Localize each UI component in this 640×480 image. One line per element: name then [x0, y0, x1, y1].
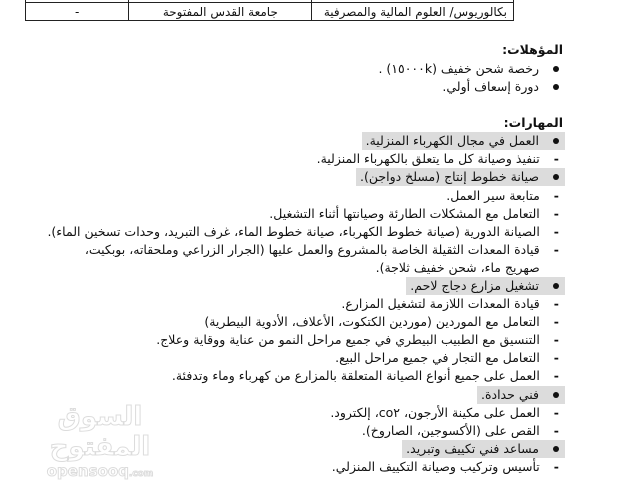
list-item [330, 404, 565, 422]
list-item [332, 458, 565, 476]
watermark-arabic: السوق المفتوح [49, 402, 151, 462]
list-item [362, 422, 565, 440]
dash-icon: - [553, 188, 559, 203]
bullet-icon [553, 283, 559, 289]
skill-group-title-text: فني حدادة. [481, 387, 539, 402]
dash-icon: - [553, 296, 559, 311]
skill-group-title-text: مساعد فني تكييف وتبريد. [406, 441, 539, 456]
list-item-text: الصيانة الدورية (صيانة خطوط الكهرباء، صيانة خطوط الماء، غرف التبريد، وحدات تسخين الماء). [47, 224, 540, 239]
list-item-text: دورة إسعاف أولي. [442, 79, 539, 94]
watermark-latin [20, 462, 180, 480]
degree-cell: بكالوريوس/ العلوم المالية والمصرفية [312, 3, 514, 21]
dash-icon: - [553, 332, 559, 347]
grade-cell: - [26, 3, 129, 21]
list-item [341, 295, 565, 313]
skill-group-title [402, 440, 565, 458]
table-row [26, 3, 514, 21]
skill-group-title [406, 277, 565, 295]
skills-heading: المهارات: [503, 115, 563, 130]
opensooq-watermark [20, 402, 180, 480]
list-item [204, 313, 565, 331]
bullet-icon [553, 138, 559, 144]
bullet-icon [553, 392, 559, 398]
list-item-text: تأسيس وتركيب وصيانة التكييف المنزلي. [331, 459, 540, 474]
dash-icon: - [553, 423, 559, 438]
skill-group-title [356, 168, 565, 186]
list-item [378, 60, 565, 78]
list-item [335, 349, 565, 367]
dash-icon: - [553, 459, 559, 474]
list-item [442, 78, 565, 96]
qualifications-heading: المؤهلات: [502, 42, 563, 57]
list-item [317, 150, 565, 168]
skill-group-title [477, 386, 565, 404]
bullet-icon [553, 174, 559, 180]
dash-icon: - [553, 314, 559, 329]
dash-icon: - [553, 242, 559, 257]
list-item-text: تنفيذ وصيانة كل ما يتعلق بالكهرباء المنزلية. [316, 151, 540, 166]
watermark-latin-text: opensooq [46, 462, 129, 480]
list-item-text: العمل على مكينة الأرجون، co٢، إلكترود. [330, 405, 540, 420]
list-item-text: متابعة سير العمل. [446, 188, 540, 203]
list-item-text: التعامل مع الموردين (موردين الكتكوت، الأعلاف، الأدوية البيطرية) [204, 314, 540, 329]
bullet-icon [553, 446, 559, 452]
skill-group-title-text: صيانة خطوط إنتاج (مسلخ دواجن). [360, 169, 539, 184]
watermark-suffix: .com [128, 469, 154, 479]
list-item-text: التنسيق مع الطبيب البيطري في جميع مراحل النمو من عناية ووقاية وعلاج. [156, 332, 540, 347]
education-table [25, 0, 514, 21]
list-item [47, 223, 565, 241]
list-item-text: قيادة المعدات الثقيلة الخاصة بالمشروع والعمل عليها (الجرار الزراعي وملحقاته، بوبكيت، صهريج ماء، شحن خفيف ثلاجة). [84, 242, 540, 275]
institution-cell: جامعة القدس المفتوحة [129, 3, 312, 21]
list-item-text: رخصة شحن خفيف (١٥٠٠٠k) . [378, 61, 539, 76]
list-item [80, 241, 565, 277]
list-item-text: قيادة المعدات اللازمة لتشغيل المزارع. [341, 296, 540, 311]
dash-icon: - [553, 224, 559, 239]
dash-icon: - [553, 151, 559, 166]
list-item [172, 367, 565, 385]
list-item-text: التعامل مع المشكلات الطارئة وصيانتها أثناء التشغيل. [269, 206, 540, 221]
list-item-text: القص على (الأكسوجين، الصاروخ). [361, 423, 540, 438]
dash-icon: - [553, 350, 559, 365]
skill-group-title [362, 132, 565, 150]
list-item-text: التعامل مع التجار في جميع مراحل البيع. [335, 350, 540, 365]
dash-icon: - [553, 206, 559, 221]
list-item-text: العمل على جميع أنواع الصيانة المتعلقة بالمزارع من كهرباء وماء وتدفئة. [171, 368, 540, 383]
bullet-icon [553, 84, 559, 90]
bullet-icon [553, 66, 559, 72]
skill-group-title-text: العمل في مجال الكهرباء المنزلية. [365, 133, 539, 148]
dash-icon: - [553, 368, 559, 383]
skill-group-title-text: تشغيل مزارع دجاج لاحم. [410, 278, 539, 293]
list-item [269, 205, 565, 223]
list-item [156, 331, 565, 349]
dash-icon: - [553, 405, 559, 420]
list-item [446, 187, 565, 205]
